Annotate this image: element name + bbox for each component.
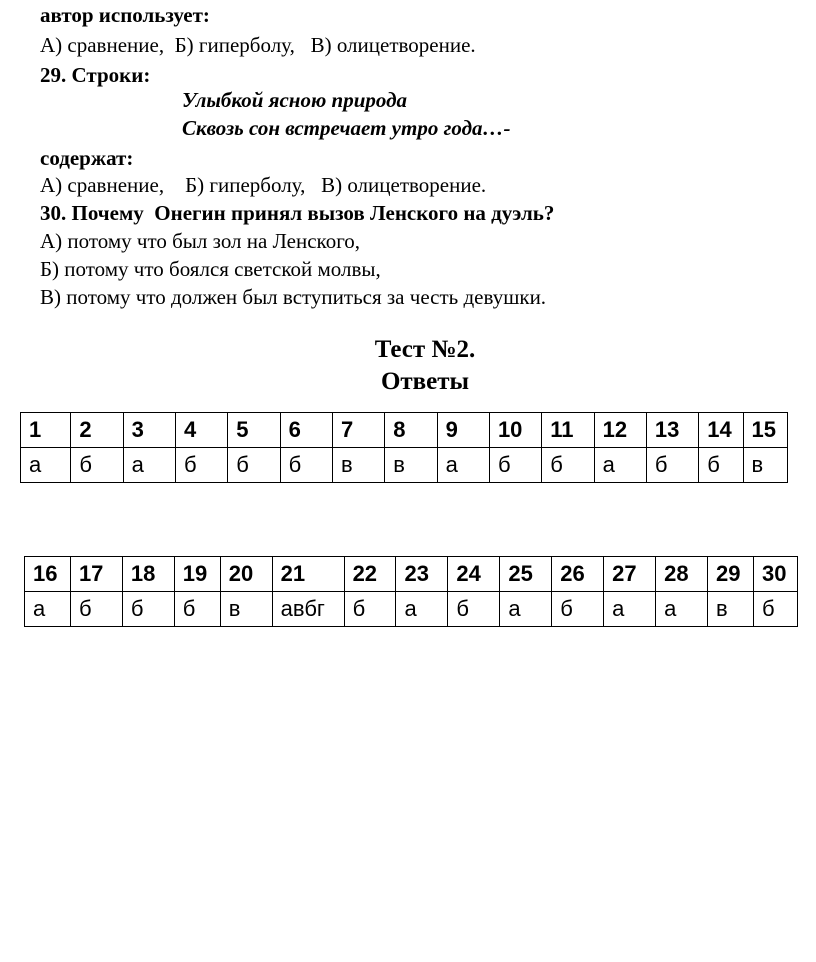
table-cell: 25: [500, 557, 552, 592]
table-cell: б: [699, 448, 743, 483]
option-30-b: Б) потому что боялся светской молвы,: [40, 257, 381, 281]
table-cell: а: [396, 592, 448, 627]
table-1-answer-row: [21, 448, 788, 483]
table-2-number-row: [25, 557, 798, 592]
table-cell: 4: [175, 413, 227, 448]
table-cell: 18: [122, 557, 174, 592]
table-cell: б: [344, 592, 396, 627]
line-contain: содержат:: [40, 146, 134, 170]
table-cell: б: [280, 448, 332, 483]
table-cell: 27: [604, 557, 656, 592]
table-cell: б: [71, 448, 123, 483]
table-2-answer-row: [25, 592, 798, 627]
table-cell: а: [594, 448, 646, 483]
table-cell: 8: [385, 413, 437, 448]
table-cell: 1: [21, 413, 71, 448]
table-cell: б: [175, 448, 227, 483]
table-cell: 30: [753, 557, 797, 592]
answers-table-2: [24, 556, 798, 627]
table-cell: 13: [646, 413, 698, 448]
table-cell: в: [708, 592, 754, 627]
table-cell: б: [753, 592, 797, 627]
table-cell: 10: [489, 413, 541, 448]
table-cell: б: [70, 592, 122, 627]
table-cell: а: [500, 592, 552, 627]
table-cell: б: [489, 448, 541, 483]
table-1-number-row: [21, 413, 788, 448]
table-cell: в: [743, 448, 787, 483]
quote-line-1: Улыбкой ясною природа: [182, 88, 408, 112]
table-cell: 11: [542, 413, 594, 448]
table-cell: 2: [71, 413, 123, 448]
table-cell: а: [25, 592, 71, 627]
line-options-28: А) сравнение, Б) гиперболу, В) олицетворение.: [40, 33, 476, 57]
table-cell: 23: [396, 557, 448, 592]
table-cell: 15: [743, 413, 787, 448]
table-cell: 21: [272, 557, 344, 592]
table-cell: б: [448, 592, 500, 627]
table-cell: в: [332, 448, 384, 483]
table-cell: б: [228, 448, 280, 483]
table-cell: 20: [220, 557, 272, 592]
table-cell: а: [604, 592, 656, 627]
table-cell: а: [656, 592, 708, 627]
table-cell: б: [174, 592, 220, 627]
table-cell: 22: [344, 557, 396, 592]
table-cell: 17: [70, 557, 122, 592]
line-author-uses: автор использует:: [40, 3, 210, 27]
table-cell: б: [646, 448, 698, 483]
table-cell: а: [21, 448, 71, 483]
question-30: 30. Почему Онегин принял вызов Ленского на дуэль?: [40, 201, 555, 225]
table-cell: в: [220, 592, 272, 627]
test-title: Тест №2.: [374, 336, 476, 363]
table-cell: б: [122, 592, 174, 627]
quote-line-2: Сквозь сон встречает утро года…-: [182, 116, 511, 140]
table-cell: 6: [280, 413, 332, 448]
table-cell: 24: [448, 557, 500, 592]
option-30-a: А) потому что был зол на Ленского,: [40, 229, 361, 253]
table-cell: 12: [594, 413, 646, 448]
option-30-c: В) потому что должен был вступиться за честь девушки.: [40, 285, 547, 309]
table-cell: б: [542, 448, 594, 483]
table-cell: 16: [25, 557, 71, 592]
table-cell: 5: [228, 413, 280, 448]
table-cell: б: [552, 592, 604, 627]
table-cell: в: [385, 448, 437, 483]
table-cell: 7: [332, 413, 384, 448]
question-29: 29. Строки:: [40, 63, 151, 87]
table-cell: 28: [656, 557, 708, 592]
table-cell: 26: [552, 557, 604, 592]
table-cell: а: [123, 448, 175, 483]
table-cell: 19: [174, 557, 220, 592]
table-cell: 9: [437, 413, 489, 448]
table-cell: 29: [708, 557, 754, 592]
answers-table-1: [20, 412, 788, 483]
line-options-29: А) сравнение, Б) гиперболу, В) олицетворение.: [40, 173, 487, 197]
table-cell: 14: [699, 413, 743, 448]
table-cell: авбг: [272, 592, 344, 627]
table-cell: 3: [123, 413, 175, 448]
table-cell: а: [437, 448, 489, 483]
answers-title: Ответы: [380, 368, 470, 395]
